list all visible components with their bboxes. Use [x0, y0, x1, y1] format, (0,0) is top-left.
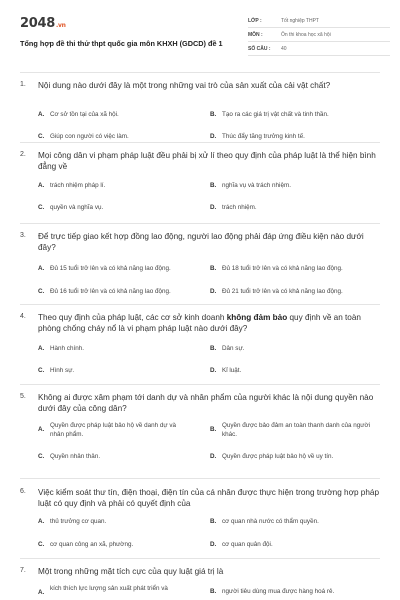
- option-text: người tiêu dùng mua được hàng hoá rẻ.: [222, 588, 335, 595]
- option-text: Hình sự.: [50, 367, 75, 374]
- option-c[interactable]: [38, 453, 188, 462]
- meta-row-class: [248, 14, 390, 28]
- option-d[interactable]: [210, 367, 390, 376]
- option-letter: C.: [38, 133, 45, 140]
- divider: [20, 223, 380, 224]
- option-b[interactable]: [210, 111, 390, 120]
- divider: [20, 384, 380, 385]
- option-text: Thúc đẩy tăng trưởng kinh tế.: [222, 133, 305, 140]
- option-letter: B.: [210, 426, 217, 433]
- question-text: Một trong những mặt tích cực của quy luật giá trị là: [38, 567, 224, 576]
- logo-domain: .vn: [55, 22, 66, 29]
- option-b[interactable]: [210, 345, 390, 354]
- option-letter: D.: [210, 541, 217, 548]
- option-a[interactable]: [38, 182, 188, 191]
- option-letter: C.: [38, 453, 45, 460]
- option-letter: C.: [38, 204, 45, 211]
- option-d[interactable]: [210, 133, 390, 142]
- option-letter: A.: [38, 111, 45, 118]
- option-text: cơ quan nhà nước có thẩm quyền.: [222, 518, 319, 525]
- option-text: Dân sự.: [222, 345, 245, 352]
- option-c[interactable]: [38, 541, 188, 550]
- meta-label: MÔN :: [248, 31, 263, 38]
- question-text: Mọi công dân vi phạm pháp luật đều phải bị xử lí theo quy định của pháp luật là thể hiện bình đẳng về: [38, 151, 376, 171]
- document-meta: [248, 14, 390, 56]
- question-5: [20, 392, 382, 464]
- option-text: Kỉ luật.: [222, 367, 242, 374]
- option-b[interactable]: [210, 182, 390, 191]
- option-letter: C.: [38, 288, 45, 295]
- question-text-part: quy định về an toàn phòng chống cháy nổ là vi phạm pháp luật nào dưới đây?: [38, 313, 361, 333]
- option-c[interactable]: [38, 204, 188, 213]
- option-b[interactable]: [210, 518, 390, 527]
- meta-value: Tốt nghiệp THPT: [281, 17, 319, 24]
- question-text: Không ai được xâm phạm tới danh dự và nhân phẩm của người khác là nội dung quyền nào dưới đây của công dân?: [38, 393, 374, 413]
- option-a[interactable]: [38, 265, 213, 274]
- meta-label: LỚP :: [248, 17, 262, 24]
- option-text: Quyền nhân thân.: [50, 453, 101, 460]
- option-b[interactable]: [210, 265, 390, 274]
- question-2: [20, 150, 382, 212]
- question-1: [20, 80, 382, 140]
- option-text: nghĩa vụ và trách nhiệm.: [222, 182, 291, 189]
- site-logo[interactable]: [20, 16, 66, 31]
- option-a[interactable]: [38, 585, 188, 596]
- meta-value: 40: [281, 45, 287, 52]
- option-letter: A.: [38, 265, 45, 272]
- question-number: 2.: [20, 151, 26, 158]
- option-letter: D.: [210, 453, 217, 460]
- question-number: 5.: [20, 393, 26, 400]
- option-letter: D.: [210, 133, 217, 140]
- option-text: Hành chính.: [50, 345, 84, 352]
- option-letter: B.: [210, 518, 217, 525]
- option-text: Quyền được pháp luật bảo hộ về danh dự và nhân phẩm.: [50, 422, 176, 438]
- divider: [20, 142, 380, 143]
- question-3: [20, 231, 382, 293]
- option-letter: A.: [38, 426, 45, 433]
- question-number: 7.: [20, 567, 26, 574]
- meta-value: Ôn thi khoa học xã hội: [281, 31, 331, 38]
- option-text: thủ trưởng cơ quan.: [50, 518, 107, 525]
- option-text: Tạo ra các giá trị vật chất và tinh thần.: [222, 111, 329, 118]
- question-text-part: Theo quy định của pháp luật, các cơ sở kinh doanh: [38, 313, 227, 322]
- option-a[interactable]: [38, 111, 188, 120]
- question-number: 6.: [20, 488, 26, 495]
- question-text: [38, 312, 382, 334]
- option-letter: C.: [38, 367, 45, 374]
- option-d[interactable]: [210, 541, 390, 550]
- option-text: trách nhiệm pháp lí.: [50, 182, 106, 189]
- option-letter: D.: [210, 288, 217, 295]
- option-text: trách nhiệm.: [222, 204, 257, 211]
- question-text: Nội dung nào dưới đây là một trong những vai trò của sản xuất của cải vật chất?: [38, 81, 331, 90]
- option-letter: B.: [210, 265, 217, 272]
- option-a[interactable]: [38, 345, 188, 354]
- option-c[interactable]: [38, 288, 213, 297]
- option-letter: D.: [210, 367, 217, 374]
- option-letter: C.: [38, 541, 45, 548]
- divider: [20, 558, 380, 559]
- option-letter: B.: [210, 345, 217, 352]
- meta-row-count: [248, 42, 390, 56]
- question-6: [20, 487, 382, 549]
- question-number: 3.: [20, 232, 26, 239]
- option-letter: D.: [210, 204, 217, 211]
- option-d[interactable]: [210, 204, 390, 213]
- option-text: Cơ sở tồn tại của xã hội.: [50, 111, 119, 118]
- question-text: Để trực tiếp giao kết hợp đồng lao động, người lao động phải đáp ứng điều kiện nào dưới đây?: [38, 232, 364, 252]
- option-c[interactable]: [38, 133, 188, 142]
- option-text: cơ quan công an xã, phường.: [50, 541, 134, 548]
- option-text: Quyền được bảo đảm an toàn thanh danh của người khác.: [222, 422, 370, 438]
- option-letter: A.: [38, 589, 45, 596]
- document-title: Tổng hợp đề thi thử thpt quốc gia môn KHXH (GDCD) đề 1: [20, 39, 223, 48]
- option-a[interactable]: [38, 422, 188, 439]
- divider: [20, 478, 380, 479]
- document-header: [20, 14, 390, 64]
- option-c[interactable]: [38, 367, 188, 376]
- option-text: kích thích lực lượng sản xuất phát triển và: [50, 585, 168, 592]
- option-text: Đủ 18 tuổi trở lên và có khả năng lao động.: [222, 265, 343, 272]
- option-d[interactable]: [210, 453, 390, 462]
- option-text: Quyền được pháp luật bảo hộ về uy tín.: [222, 453, 334, 460]
- meta-row-subject: [248, 28, 390, 42]
- option-text: Giúp con người có việc làm.: [50, 133, 129, 140]
- option-text: Đủ 16 tuổi trở lên và có khả năng lao động.: [50, 288, 171, 295]
- question-number: 1.: [20, 81, 26, 88]
- option-d[interactable]: [210, 288, 390, 297]
- option-text: Đủ 21 tuổi trở lên và có khả năng lao động.: [222, 288, 343, 295]
- option-letter: B.: [210, 588, 217, 595]
- option-text: cơ quan quân đội.: [222, 541, 273, 548]
- question-4: [20, 312, 382, 374]
- logo-text: 2048: [20, 16, 55, 31]
- meta-label: SỐ CÂU :: [248, 45, 271, 52]
- option-letter: A.: [38, 182, 45, 189]
- question-text: Việc kiểm soát thư tín, điện thoại, điện tín của cá nhân được thực hiện trong trường hợp pháp luật có quy định và phải có quyết định của: [38, 488, 380, 508]
- option-letter: A.: [38, 518, 45, 525]
- question-7: [20, 566, 382, 597]
- question-text-emphasis: không đảm bảo: [226, 313, 288, 322]
- option-a[interactable]: [38, 518, 188, 527]
- option-letter: B.: [210, 182, 217, 189]
- option-text: Đủ 15 tuổi trở lên và có khả năng lao động.: [50, 265, 171, 272]
- divider: [20, 304, 380, 305]
- option-letter: A.: [38, 345, 45, 352]
- option-b[interactable]: [210, 422, 380, 439]
- divider: [20, 72, 380, 73]
- option-letter: B.: [210, 111, 217, 118]
- option-text: quyền và nghĩa vụ.: [50, 204, 104, 211]
- option-b[interactable]: [210, 588, 390, 597]
- question-number: 4.: [20, 313, 26, 320]
